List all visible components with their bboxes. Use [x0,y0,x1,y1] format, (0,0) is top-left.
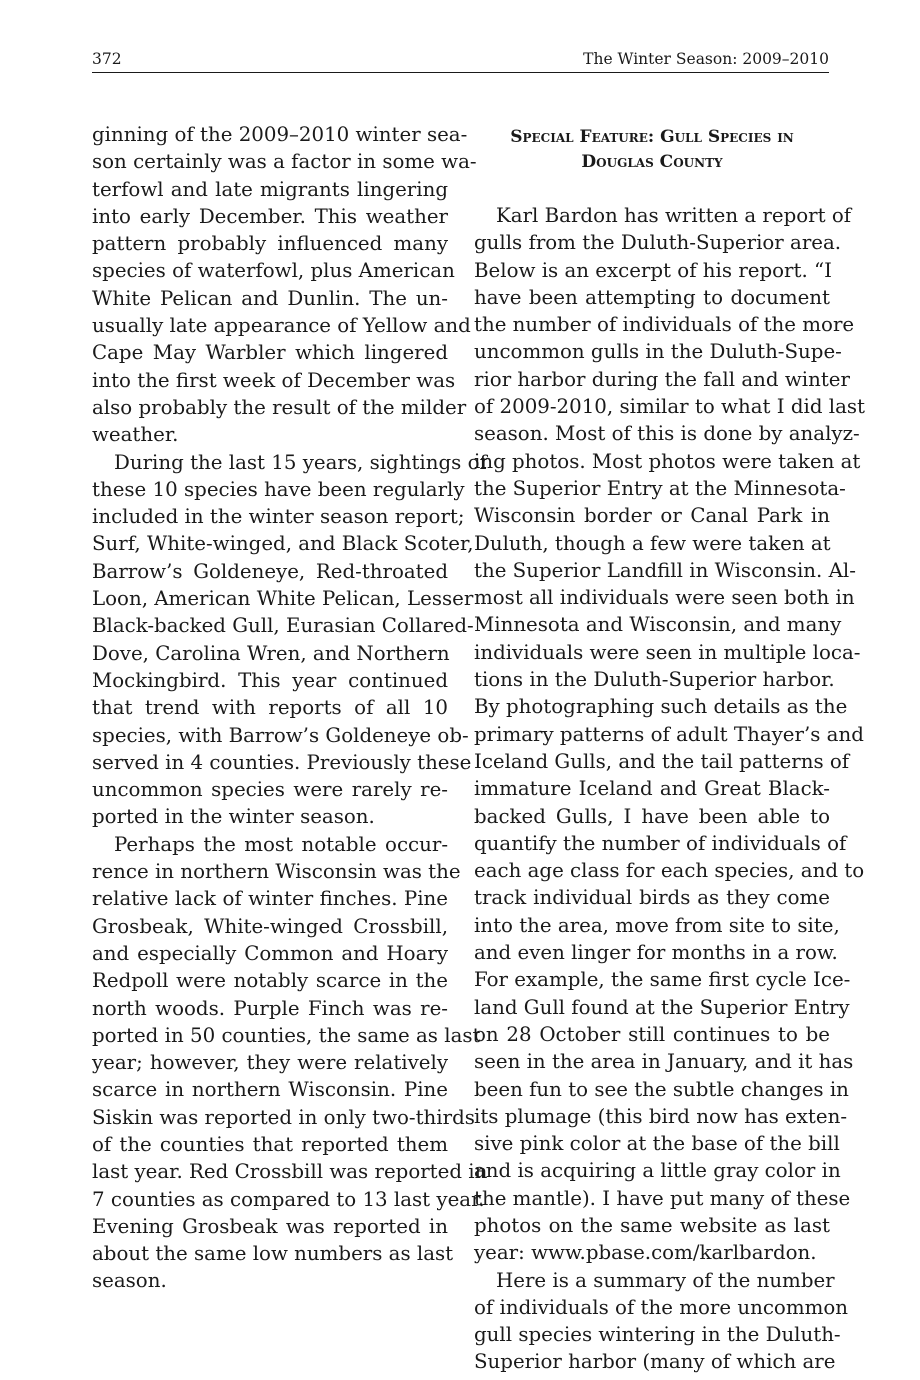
text-line: that trend with reports of all 10 [92,696,448,720]
text-line: rence in northern Wisconsin was the [92,860,461,884]
text-line: usually late appearance of Yellow and [92,314,471,338]
text-line: During the last 15 years, sightings of [114,450,487,474]
text-line: last year. Red Crossbill was reported in [92,1160,488,1184]
text-line: year; however, they were relatively [92,1051,448,1075]
text-line: included in the winter season report; [92,505,465,529]
text-line: uncommon species were rarely re- [92,778,448,802]
text-line: Iceland Gulls, and the tail patterns of [474,749,850,773]
page-number: 372 [92,50,122,68]
section-body [474,202,865,1376]
text-line: ing photos. Most photos were taken at [474,449,861,473]
text-line: gulls from the Duluth-Superior area. [474,231,842,255]
text-line: uncommon gulls in the Duluth-Supe- [474,340,842,364]
text-line: species, with Barrow’s Goldeneye ob- [92,723,469,747]
paragraph [474,1267,848,1376]
text-line: most all individuals were seen both in [474,586,855,610]
text-line: Redpoll were notably scarce in the [92,969,448,993]
text-line: Grosbeak, White-winged Crossbill, [92,914,448,938]
text-line: Karl Bardon has written a report of [496,204,852,227]
text-line: season. Most of this is done by analyz- [474,422,860,446]
text-line: ginning of the 2009–2010 winter sea- [92,123,468,146]
text-line: the mantle). I have put many of these [474,1186,851,1210]
text-line: sive pink color at the base of the bill [474,1132,840,1156]
text-line: Siskin was reported in only two-thirds [92,1105,475,1129]
text-line: For example, the same first cycle Ice- [474,968,851,992]
text-line: quantify the number of individuals of [474,831,847,855]
text-line: served in 4 counties. Previously these [92,750,472,774]
text-line: backed Gulls, I have been able to [474,804,830,828]
text-line: By photographing such details as the [474,695,848,719]
section-heading-line: Special Feature: Gull Species in [510,127,794,147]
text-line: and especially Common and Hoary [92,941,448,965]
text-line: Wisconsin border or Canal Park in [474,504,830,528]
text-line: Surf, White-winged, and Black Scoter, [92,532,474,556]
text-line: Perhaps the most notable occur- [114,832,448,856]
text-line: son certainly was a factor in some wa- [92,150,477,174]
text-line: and even linger for months in a row. [474,941,838,965]
text-line: 7 counties as compared to 13 last year. [92,1187,485,1211]
text-line: primary patterns of adult Thayer’s and [474,722,864,746]
text-line: Superior harbor (many of which are [474,1350,836,1374]
text-line: the Superior Entry at the Minnesota- [474,476,846,500]
paragraph [92,121,477,449]
text-line: Minnesota and Wisconsin, and many [474,613,842,637]
text-line: track individual birds as they come [474,886,830,910]
text-line: been fun to see the subtle changes in [474,1077,849,1101]
text-line: photos on the same website as last [474,1213,830,1237]
text-line: ported in 50 counties, the same as last [92,1023,481,1047]
text-line: seen in the area in January, and it has [474,1050,854,1074]
text-line: rior harbor during the fall and winter [474,367,850,391]
text-line: the Superior Landfill in Wisconsin. Al- [474,558,856,582]
text-line: Cape May Warbler which lingered [92,341,448,365]
paragraph [92,831,488,1295]
section-heading-line: Douglas County [581,152,723,172]
text-line: weather. [92,423,179,447]
text-line: Evening Grosbeak was reported in [92,1214,448,1238]
text-line: of individuals of the more uncommon [474,1295,848,1319]
text-line: into the first week of December was [92,368,456,392]
text-line: its plumage (this bird now has exten- [474,1104,848,1128]
text-line: scarce in northern Wisconsin. Pine [92,1078,448,1102]
text-line: of the counties that reported them [92,1132,448,1156]
text-line: Loon, American White Pelican, Lesser [92,587,474,611]
text-line: ported in the winter season. [92,805,375,829]
text-line: Below is an excerpt of his report. “I [474,258,832,282]
text-line: species of waterfowl, plus American [92,259,455,283]
text-line: Barrow’s Goldeneye, Red-throated [92,559,448,583]
text-line: each age class for each species, and to [474,859,865,883]
text-line: White Pelican and Dunlin. The un- [92,286,448,310]
text-line: Here is a summary of the number [496,1268,835,1292]
text-line: individuals were seen in multiple loca- [474,640,861,664]
text-line: Duluth, though a few were taken at [474,531,831,555]
text-line: these 10 species have been regularly [92,477,465,501]
text-line: about the same low numbers as last [92,1242,454,1266]
text-line: into the area, move from site to site, [474,913,840,937]
text-line: and is acquiring a little gray color in [474,1159,841,1183]
text-line: land Gull found at the Superior Entry [474,995,850,1019]
running-header [92,50,829,73]
text-line: north woods. Purple Finch was re- [92,996,448,1020]
text-line: Black-backed Gull, Eurasian Collared- [92,614,474,638]
text-line: the number of individuals of the more [474,313,855,337]
running-title: The Winter Season: 2009–2010 [583,50,829,68]
text-line: relative lack of winter finches. Pine [92,887,448,911]
paragraph [92,449,487,831]
text-line: also probably the result of the milder [92,395,467,419]
text-line: of 2009-2010, similar to what I did last [474,395,865,419]
text-line: tions in the Duluth-Superior harbor. [474,668,835,692]
text-line: gull species wintering in the Duluth- [474,1323,841,1347]
text-line: Dove, Carolina Wren, and Northern [92,641,450,665]
text-line: season. [92,1269,167,1293]
text-line: have been attempting to document [474,285,830,309]
left-column [92,121,488,1295]
section-heading [474,125,830,175]
paragraph [474,202,865,1267]
text-line: terfowl and late migrants lingering [92,177,448,201]
text-line: immature Iceland and Great Black- [474,777,830,801]
right-column [474,121,865,1376]
text-line: pattern probably influenced many [92,232,448,256]
text-line: year: www.pbase.com/karlbardon. [474,1241,817,1265]
text-line: on 28 October still continues to be [474,1022,830,1046]
text-line: into early December. This weather [92,204,448,228]
text-line: Mockingbird. This year continued [92,668,448,692]
